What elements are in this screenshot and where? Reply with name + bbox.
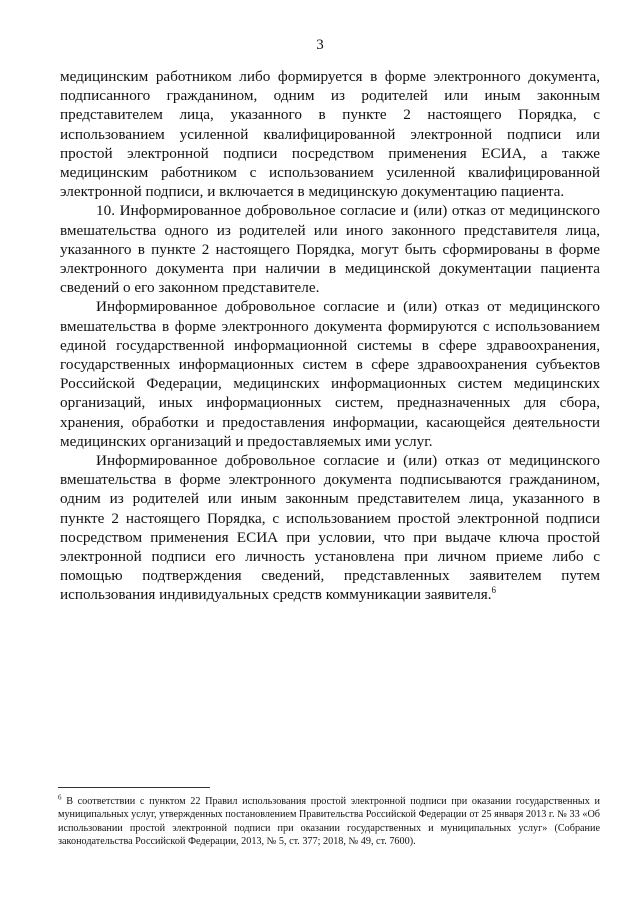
paragraph-text: Информированное добровольное согласие и (или) отказ от медицинского вмешательства в форме электронного документа подписываются гражданином, одним из родителей или иным законным представителем лица, указанного в пункте 2 настоящего Порядка, с использованием простой электронной подписи посредством применения ЕСИА при условии, что при выдаче ключа простой электронной подписи его личность установлена при личном приеме либо с помощью подтверждения сведений, представленных заявителем путем использования индивидуальных средств коммуникации заявителя.: [60, 452, 600, 604]
paragraph-signing: [60, 451, 600, 605]
footnote: [58, 795, 600, 849]
document-body: [60, 67, 600, 605]
paragraph-text: Информированное добровольное согласие и (или) отказ от медицинского вмешательства в форме электронного документа формируются с использованием единой государственной информационной системы в сфере здравоохранения, государственных информационных систем в сфере здравоохранения субъектов Российской Федерации, медицинских информационных систем медицинских организаций, иных информационных систем, предназначенных для сбора, хранения, обработки и предоставления информации, касающейся деятельности медицинских организаций и предоставляемых ими услуг.: [60, 298, 600, 450]
paragraph-information-systems: [60, 297, 600, 451]
paragraph-text: медицинским работником либо формируется в форме электронного документа, подписанного гражданином, одним из родителей или иным законным представителем лица, указанного в пункте 2 настоящего Порядка, с использованием усиленной квалифицированной электронной подписи или простой электронной подписи посредством применения ЕСИА, а также медицинским работником с использованием усиленной квалифицированной электронной подписи, и включается в медицинскую документацию пациента.: [60, 68, 600, 201]
paragraph-text: 10. Информированное добровольное согласие и (или) отказ от медицинского вмешательства одного из родителей или иного законного представителя лица, указанного в пункте 2 настоящего Порядка, могут быть сформированы в форме электронного документа при наличии в медицинской документации пациента сведений о его законном представителе.: [60, 202, 600, 297]
paragraph-continuation: [60, 67, 600, 201]
footnote-marker: 6: [58, 793, 62, 802]
footnote-reference: 6: [491, 585, 497, 596]
footnote-text: В соответствии с пунктом 22 Правил использования простой электронной подписи при оказании государственных и муниципальных услуг, утвержденных постановлением Правительства Российской Федерации от 25 января 2013 г. № 33 «Об использовании простой электронной подписи при оказании государственных и муниципальных услуг» (Собрание законодательства Российской Федерации, 2013, № 5, ст. 377; 2018, № 49, ст. 7600).: [58, 796, 601, 848]
footnote-divider: [58, 787, 210, 788]
page-number: 3: [316, 37, 324, 53]
paragraph-item-10: [60, 201, 600, 297]
